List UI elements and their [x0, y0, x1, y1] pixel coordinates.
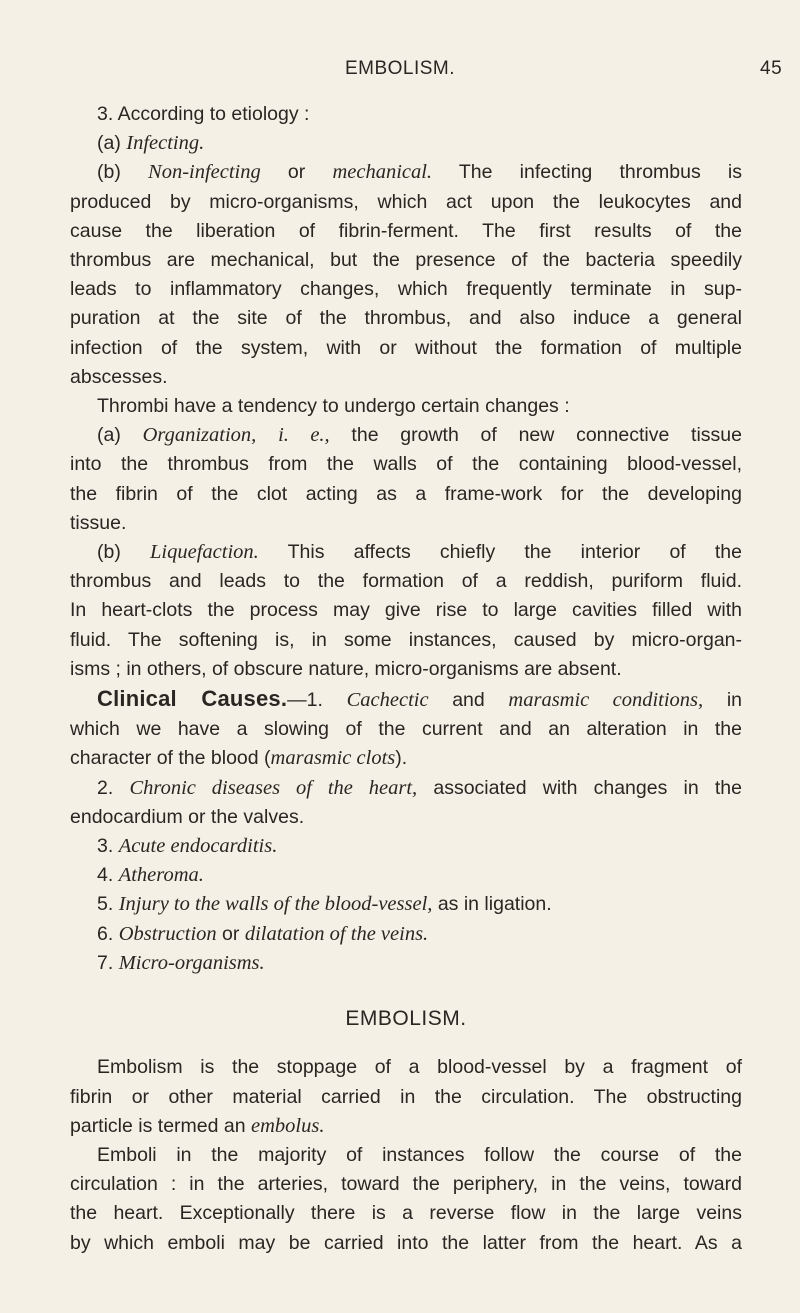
- text-line: produced by micro-organisms, which act upon the leukocytes and: [70, 190, 742, 213]
- page-number: 45: [760, 58, 783, 79]
- italic-term: embolus.: [251, 1114, 325, 1137]
- text-line: into the thrombus from the walls of the containing blood-vessel,: [70, 453, 742, 476]
- text-line: which we have a slowing of the current and an alteration in the: [70, 718, 742, 741]
- text-line: [70, 832, 742, 861]
- item-label: (b): [97, 161, 121, 184]
- italic-term: Infecting.: [126, 132, 205, 155]
- text-line: [70, 1112, 742, 1141]
- text-line: [70, 100, 742, 129]
- text-line: [70, 538, 742, 567]
- italic-term: Chronic diseases of the heart,: [129, 776, 418, 799]
- text-line: puration at the site of the thrombus, and also induce a general: [70, 307, 742, 330]
- item-number: 7.: [97, 951, 119, 974]
- italic-term: i. e.,: [278, 424, 330, 447]
- italic-term: marasmic clots: [270, 747, 396, 770]
- italic-term: dilatation of the veins.: [244, 922, 429, 945]
- text-line: by which emboli may be carried into the latter from the heart. As a: [70, 1231, 742, 1254]
- item-number: 6.: [97, 922, 119, 945]
- line-text: or: [260, 161, 333, 184]
- italic-term: mechanical.: [332, 161, 433, 184]
- text-line: thrombus and leads to the formation of a reddish, puriform fluid.: [70, 570, 742, 593]
- text-line: [70, 421, 742, 450]
- section-heading-embolism: EMBOLISM.: [345, 1007, 467, 1031]
- running-title: EMBOLISM.: [344, 58, 456, 79]
- text-line: tissue.: [70, 511, 127, 534]
- line-text: or: [216, 922, 245, 945]
- line-text: ).: [395, 747, 408, 770]
- item-number: 4.: [97, 864, 119, 887]
- text-line: isms ; in others, of obscure nature, micro-organisms are absent.: [70, 657, 622, 680]
- text-line: [70, 861, 742, 890]
- text-line: leads to inflammatory changes, which frequently terminate in sup-: [70, 278, 742, 301]
- italic-term: marasmic conditions,: [508, 689, 704, 712]
- section-heading-clinical-causes: Clinical Causes.: [97, 686, 288, 712]
- text-line: cause the liberation of fibrin-ferment. The first results of the: [70, 219, 742, 242]
- text-line: [70, 890, 742, 919]
- line-text: particle is termed an: [70, 1114, 251, 1137]
- italic-term: Liquefaction.: [150, 541, 259, 564]
- text-line: thrombus are mechanical, but the presence of the bacteria speedily: [70, 249, 742, 272]
- item-number: 5.: [97, 893, 119, 916]
- text-line: [70, 949, 742, 978]
- italic-term: Obstruction: [118, 922, 217, 945]
- text-line: circulation : in the arteries, toward the periphery, in the veins, toward: [70, 1173, 742, 1196]
- italic-term: Cachectic: [346, 689, 429, 712]
- italic-term: Atheroma.: [118, 864, 204, 887]
- line-text: as in ligation.: [432, 893, 552, 916]
- item-number: —1.: [287, 689, 347, 712]
- text-line: endocardium or the valves.: [70, 805, 305, 828]
- italic-term: Organization,: [142, 424, 257, 447]
- text-line: [70, 129, 742, 158]
- text-line: [70, 920, 742, 949]
- line-text: the growth of new connective tissue: [329, 424, 742, 447]
- item-label: (a): [97, 132, 121, 155]
- running-head: [0, 58, 800, 84]
- item-label: (a): [97, 424, 121, 447]
- italic-term: Micro-organisms.: [118, 951, 265, 974]
- body-text: [70, 100, 742, 1258]
- line-text: character of the blood (: [70, 747, 271, 770]
- text-line: In heart-clots the process may give rise to large cavities filled with: [70, 599, 742, 622]
- text-line: [70, 684, 742, 715]
- text-line: the fibrin of the clot acting as a frame-work for the developing: [70, 482, 742, 505]
- text-line: Emboli in the majority of instances follow the course of the: [97, 1143, 742, 1166]
- line-text: and: [428, 689, 509, 712]
- item-label: (b): [97, 541, 121, 564]
- line-text: in: [703, 689, 742, 712]
- italic-term: Non-infecting: [148, 161, 261, 184]
- item-number: 2.: [97, 776, 130, 799]
- text-line: fibrin or other material carried in the circulation. The obstructing: [70, 1085, 742, 1108]
- italic-term: Injury to the walls of the blood-vessel,: [118, 893, 433, 916]
- line-text: 3. According to etiology :: [97, 103, 310, 125]
- text-line: abscesses.: [70, 365, 168, 388]
- text-line: [70, 774, 742, 803]
- line-text: associated with changes in the: [417, 776, 742, 799]
- text-line: infection of the system, with or without the formation of multiple: [70, 336, 742, 359]
- text-line: [70, 744, 742, 773]
- line-text: The infecting thrombus is: [432, 161, 742, 184]
- line-text: This affects chiefly the interior of the: [258, 541, 742, 564]
- text-line: fluid. The softening is, in some instances, caused by micro-organ-: [70, 628, 742, 651]
- item-number: 3.: [97, 835, 119, 858]
- text-line: [70, 158, 742, 187]
- text-line: Thrombi have a tendency to undergo certain changes :: [97, 395, 570, 418]
- text-line: Embolism is the stoppage of a blood-vessel by a fragment of: [97, 1056, 742, 1079]
- text-line: the heart. Exceptionally there is a reverse flow in the large veins: [70, 1202, 742, 1225]
- italic-term: Acute endocarditis.: [118, 835, 278, 858]
